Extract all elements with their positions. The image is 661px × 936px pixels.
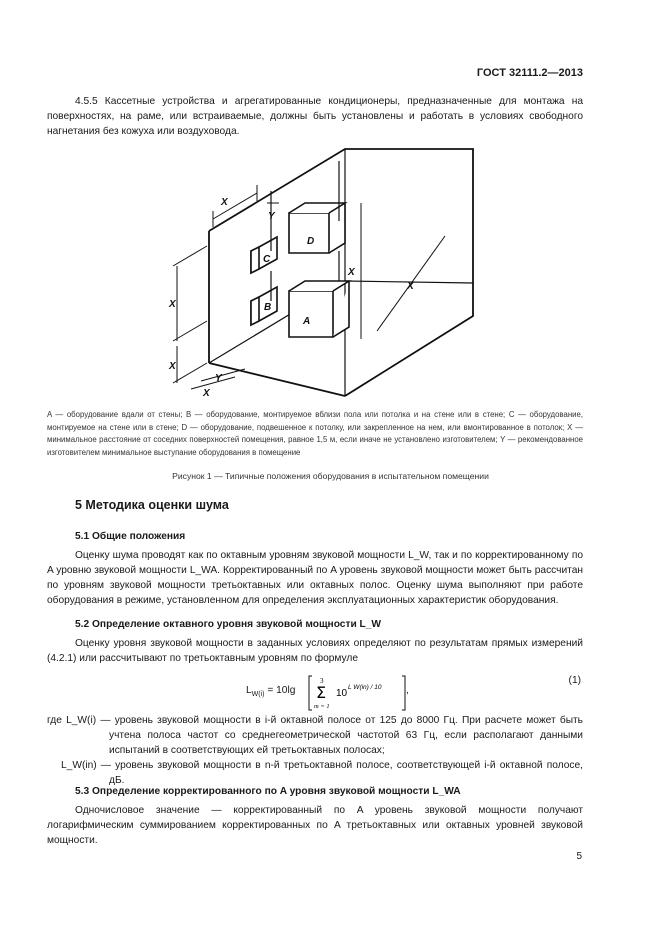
- section-5-1-title: 5.1 Общие положения: [75, 531, 186, 542]
- formula-number: (1): [568, 675, 581, 686]
- svg-text:3: 3: [320, 677, 324, 685]
- label-c: C: [263, 254, 271, 265]
- figure-legend: A — оборудование вдали от стены; B — оборудование, монтируемое вблизи пола или потолка и на стене или в стене; C — оборудование, монтируемое на стене или в стене; D — оборудование, подвешенное к потолку, или закрепленное на нем, или вмонтированное в потолок; X — минимальное расстояние от соседних поверхностей помещения, равное 1,5 м, если иначе не установлено изготовителем; Y — рекомендованное изготовителем минимальное выступание оборудования в помещение: [47, 410, 583, 457]
- label-b: B: [264, 302, 272, 313]
- label-x-left-low: X: [169, 361, 176, 372]
- svg-text:L W(in) / 10: L W(in) / 10: [348, 684, 382, 691]
- paragraph-4-5-5: 4.5.5 Кассетные устройства и агрегатированные кондиционеры, предназначенные для монтажа на поверхностях, на раме, или встраиваемые, должны быть установлены и работать в условиях свободного нагнетания без кожуха или воздуховода.: [47, 96, 583, 137]
- label-x-right: X: [348, 267, 355, 278]
- where-item-2: L_W(in) — уровень звуковой мощности в n-й третьоктавной полосе, соответствующей i-й октавной полосе, дБ.: [61, 760, 583, 786]
- figure-caption: Рисунок 1 — Типичные положения оборудования в испытательном помещении: [172, 471, 489, 481]
- section-5-2-title: 5.2 Определение октавного уровня звуковой мощности L_W: [75, 619, 382, 630]
- svg-text:Σ: Σ: [316, 683, 327, 702]
- page-number: 5: [576, 851, 582, 862]
- label-x-floor: X: [407, 281, 414, 292]
- label-x-left: X: [169, 299, 176, 310]
- svg-text:m = 1: m = 1: [314, 703, 330, 710]
- formula-1: $L_{W(i)} = 10\lg$ 3 Σ m = 1 10 L W(in) / 10 ,: [246, 677, 409, 710]
- equipment-d: [289, 203, 345, 253]
- label-x-top: X: [221, 197, 228, 208]
- section-5-3-text: Одночисловое значение — корректированный по A уровень звуковой мощности получают логарифмическим суммированием корректированных по A третьоктавных или октавных уровней звуковой мощности.: [47, 805, 583, 846]
- where-item-1: где L_W(i) — уровень звуковой мощности в i-й октавной полосе от 125 до 8000 Гц. При расчете может быть учтена полоса частот со среднегеометрической частотой 63 Гц, если располагают данными испытаний в соответствующих ей третьоктавных полосах;: [47, 715, 583, 756]
- label-d: D: [307, 236, 315, 247]
- room-outline: [209, 149, 473, 396]
- document-header: ГОСТ 32111.2—2013: [476, 67, 583, 79]
- section-5-title: 5 Методика оценки шума: [75, 498, 229, 512]
- section-5-3-title: 5.3 Определение корректированного по A уровня звуковой мощности L_WA: [75, 786, 461, 797]
- section-5-1-text: Оценку шума проводят как по октавным уровням звуковой мощности L_W, так и по корректированному по A уровню звуковой мощности L_WA. Корректированный по A уровень звуковой мощности может быть рассчитан по уровням звуковой мощности третьоктавных или октавных полос. Оценку шума выполняют при работе оборудования в режиме, установленном для определения эксплуатационных характеристик оборудования.: [47, 550, 583, 606]
- label-y-top: Y: [268, 211, 275, 222]
- label-a: A: [303, 316, 311, 327]
- label-x-bottom: X: [203, 388, 210, 399]
- section-5-2-text: Оценку уровня звуковой мощности в заданных условиях определяют по результатам прямых измерений (4.2.1) или рассчитывают по третьоктавным уровням по формуле: [47, 638, 583, 664]
- figure-1-room-diagram: [155, 141, 495, 401]
- equipment-a: [289, 281, 349, 337]
- label-y-bottom: Y: [215, 373, 222, 384]
- svg-text:10: 10: [336, 688, 348, 699]
